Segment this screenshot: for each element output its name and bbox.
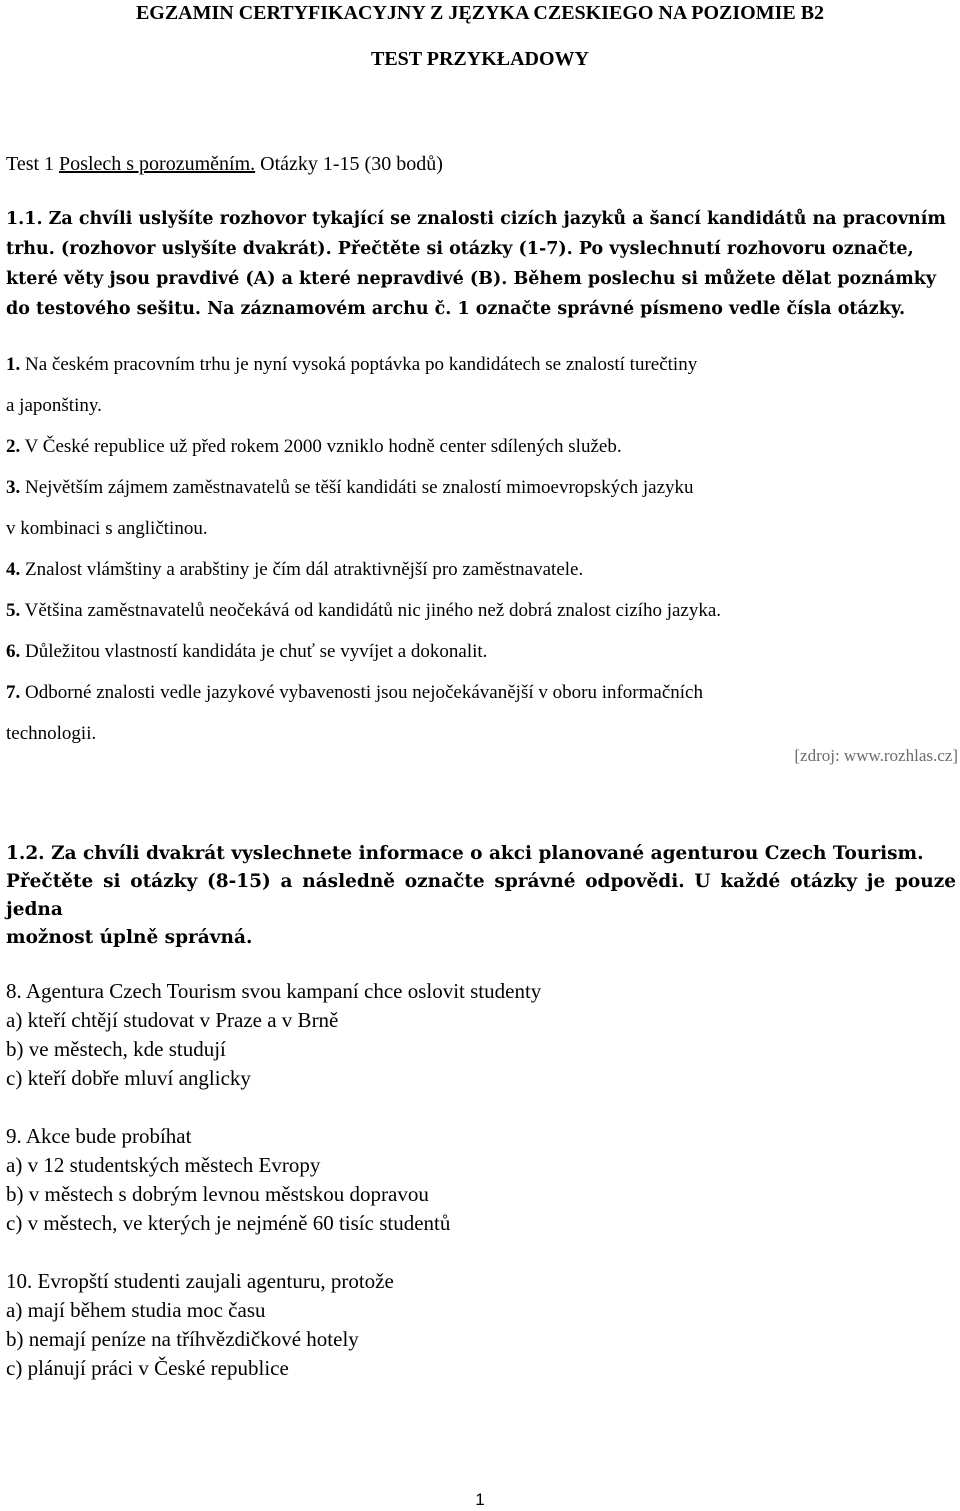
instruction-line: do testového sešitu. Na záznamovém archu č. 1 označte správné písmeno vedle čísla otázky. [6, 299, 906, 319]
question-text: 10. Evropští studenti zaujali agenturu, protože [6, 1269, 394, 1293]
statement-item: 5. Většina zaměstnavatelů neočekává od kandidátů nic jiného než dobrá znalost cizího jazyka. [6, 600, 722, 621]
answer-option: a) kteří chtějí studovat v Praze a v Brně [6, 1008, 339, 1032]
statement-continuation: technologii. [6, 723, 97, 744]
answer-option: a) mají během studia moc času [6, 1298, 266, 1322]
answer-option: b) nemají peníze na tříhvězdičkové hotely [6, 1327, 359, 1351]
statement-item: 4. Znalost vlámštiny a arabštiny je čím dál atraktivnější pro zaměstnavatele. [6, 559, 584, 580]
test-prefix: Test 1 [6, 153, 60, 175]
section2-instruction [6, 840, 956, 952]
instruction-line: 1.1. Za chvíli uslyšíte rozhovor tykající se znalosti cizích jazyků a šancí kandidátů na pracovním [6, 209, 946, 229]
question-block [6, 977, 946, 1093]
test-heading [6, 153, 443, 176]
question-block [6, 1122, 946, 1238]
document-title: EGZAMIN CERTYFIKACYJNY Z JĘZYKA CZESKIEGO NA POZIOMIE B2 [135, 2, 825, 24]
test-name: Poslech s porozuměním. [59, 153, 256, 175]
instruction-line: které věty jsou pravdivé (A) a které nepravdivé (B). Během poslechu si můžete dělat poznámky [6, 269, 937, 289]
statement-item: 3. Největším zájmem zaměstnavatelů se těší kandidáti se znalostí mimoevropských jazyku [6, 477, 694, 498]
page-number: 1 [475, 1490, 485, 1509]
section1-instruction [6, 204, 956, 324]
source-citation: [zdroj: www.rozhlas.cz] [794, 746, 958, 765]
instruction-line: trhu. (rozhovor uslyšíte dvakrát). Přečtěte si otázky (1-7). Po vyslechnutí rozhovoru označte, [6, 239, 914, 259]
question-block [6, 1267, 946, 1383]
test-questions-info: Otázky 1-15 (30 bodů) [255, 153, 443, 175]
statement-item: 6. Důležitou vlastností kandidáta je chuť se vyvíjet a dokonalit. [6, 641, 488, 662]
answer-option: c) plánují práci v České republice [6, 1356, 289, 1380]
answer-option: b) ve městech, kde studují [6, 1037, 226, 1061]
question-text: 8. Agentura Czech Tourism svou kampaní chce oslovit studenty [6, 979, 542, 1003]
answer-option: a) v 12 studentských městech Evropy [6, 1153, 321, 1177]
answer-option: b) v městech s dobrým levnou městskou dopravou [6, 1182, 429, 1206]
document-subtitle: TEST PRZYKŁADOWY [370, 48, 589, 70]
statement-continuation: a japonštiny. [6, 395, 102, 416]
statement-list [6, 344, 956, 754]
instruction-line: možnost úplně správná. [6, 927, 253, 948]
statement-continuation: v kombinaci s angličtinou. [6, 518, 208, 539]
answer-option: c) kteří dobře mluví anglicky [6, 1066, 251, 1090]
statement-item: 7. Odborné znalosti vedle jazykové vybavenosti jsou nejočekávanější v oboru informačních [6, 682, 703, 703]
statement-item: 2. V České republice už před rokem 2000 vzniklo hodně center sdílených služeb. [6, 436, 622, 457]
question-text: 9. Akce bude probíhat [6, 1124, 192, 1148]
statement-item: 1. Na českém pracovním trhu je nyní vysoká poptávka po kandidátech se znalostí turečtiny [6, 354, 698, 375]
answer-option: c) v městech, ve kterých je nejméně 60 tisíc studentů [6, 1211, 451, 1235]
instruction-line: 1.2. Za chvíli dvakrát vyslechnete informace o akci planované agenturou Czech Tourism. [6, 843, 924, 864]
instruction-line: Přečtěte si otázky (8-15) a následně označte správné odpovědi. U každé otázky je pouze jedna [6, 871, 956, 920]
